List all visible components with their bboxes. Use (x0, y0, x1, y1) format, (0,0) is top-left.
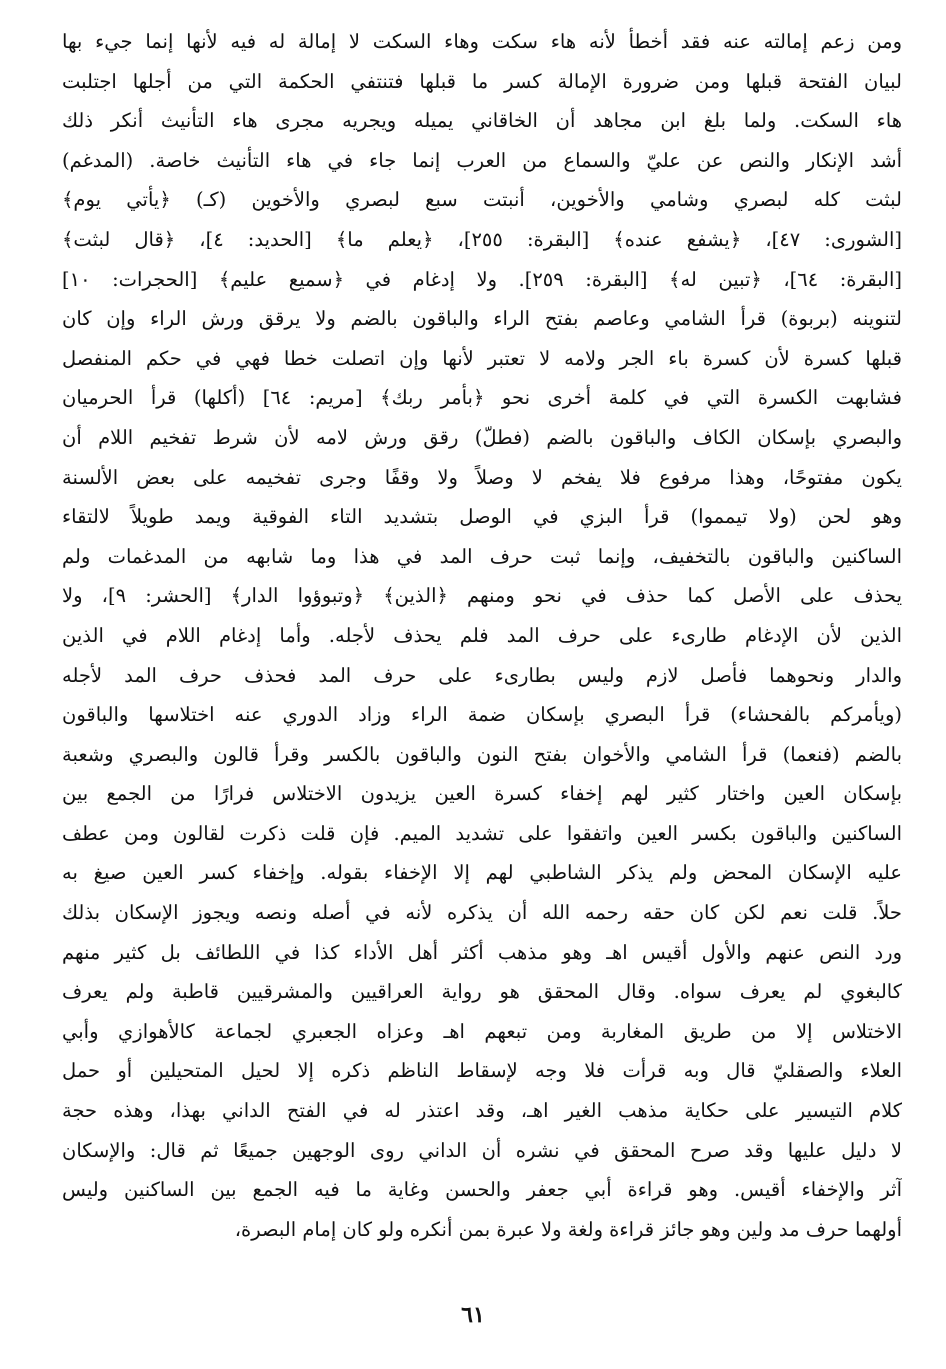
text-line-12: يكون مفتوحًا، وهذا مرفوع فلا يفخم لا وصلاً ولا وقفًا وجرى تفخيمه على بعض الألسنة (62, 465, 902, 489)
text-line-15: يحذف على الأصل كما حذف في نحو ومنهم ﴿الذين﴾ ﴿وتبوؤوا الدار﴾ [الحشر: ٩]، ولا (62, 584, 902, 608)
text-line-24: ورد النص عنهم والأول أقيس اهـ وهو مذهب أكثر أهل الأداء كذا في اللطائف بل كثير منهم (62, 940, 902, 964)
page-number: ٦١ (461, 1302, 485, 1328)
text-line-22: عليه الإسكان المحض ولم يذكر الشاطبي لهم إلا الإخفاء بقوله. وإخفاء كسر العين صيغ به (62, 861, 902, 885)
text-line-10: فشابهت الكسرة التي في كلمة أخرى نحو ﴿بأمر ربك﴾ [مريم: ٦٤] (أكلها) قرأ الحرميان (62, 386, 902, 410)
text-line-13: وهو لحن (ولا تيمموا) قرأ البزي في الوصل بتشديد التاء الفوقية ويمد طويلاً لالتقاء (62, 505, 902, 529)
text-line-4: أشد الإنكار والنص عن عليّ والسماع من العرب إنما جاء في هاء التأنيث خاصة. (المدغم) (62, 148, 902, 172)
text-line-9: قبلها كسرة لأن كسرة باء الجر ولامه لا تعتبر لأنها وإن اتصلت خطا فهي في حكم المنفصل (62, 346, 902, 370)
text-line-26: الاختلاس إلا من طريق المغاربة ومن تبعهم اهـ وعزاه الجعبري لجماعة كالأهوازي وأبي (62, 1019, 902, 1043)
text-line-28: كلام التيسير على حكاية مذهب الغير اهـ، وقد اعتذر له في الفتح الداني بهذا، وهذه حجة (62, 1099, 902, 1123)
text-line-23: حلاً. قلت نعم لكن كان حقه رحمه الله أن يذكره لأنه في أصله ونصه ويجوز الإسكان بذلك (62, 901, 902, 925)
text-line-1: ومن زعم إمالته عنه فقد أخطأ لأنه هاء سكت وهاء السكت لا إمالة له فيه لأنها إنما جيء بها (62, 30, 902, 53)
text-line-8: لتنوينه (بربوة) قرأ الشامي وعاصم بفتح الراء والباقون بالضم ولا يرقق ورش الراء وإن كان (62, 307, 902, 331)
text-line-25: كالبغوي لم يعرف سواه. وقال المحقق هو رواية العراقيين والمشرقيين قاطبة ولم يعرف (62, 980, 902, 1004)
text-line-20: بإسكان العين واختار كثير لهم إخفاء كسرة العين يزيدون الاختلاس فرارًا من الجمع بين (62, 782, 902, 806)
text-line-3: هاء السكت. ولما بلغ ابن مجاهد أن الخاقاني يميله ويجريه مجرى هاء التأنيث أنكر ذلك (62, 109, 902, 133)
text-line-14: الساكنين والباقون بالتخفيف، وإنما ثبت حرف المد في هذا وما شابهه من المدغمات ولم (62, 544, 902, 568)
text-line-11: والبصري بإسكان الكاف والباقون بالضم (فطلّ) رقق ورش لامه لأن شرط تفخيم اللام أن (62, 425, 902, 449)
text-line-30: آثر والإخفاء أقيس. وهو قراءة أبي جعفر والحسن وغاية ما فيه الجمع بين الساكنين وليس (62, 1178, 902, 1202)
text-line-18: (ويأمركم بالفحشاء) قرأ البصري بإسكان ضمة الراء وزاد الدوري عنه اختلاسها والباقون (62, 703, 902, 727)
text-line-27: العلاء والصقليّ قال وبه قرأت فلا وجه لإسقاط الناظم ذكره إلا لحيل المتحيلين أو حمل (62, 1059, 902, 1083)
text-line-5: لبثت كله لبصري وشامي والأخوين، أنبتت سبع لبصري والأخوين (كـ) ﴿يأتي يوم﴾ (62, 188, 902, 212)
page-body (62, 22, 902, 1249)
text-line-16: الذين لأن الإدغام طارىء على حرف المد فلم يحذف لأجله. وأما إدغام اللام في الذين (62, 623, 902, 647)
text-line-2: لبيان الفتحة قبلها ومن ضرورة الإمالة كسر ما قبلها فتنتفي الحكمة التي من أجلها اجتلبت (62, 69, 902, 93)
text-line-21: الساكنين والباقون بكسر العين واتفقوا على تشديد الميم. فإن قلت ذكرت لقالون ومن عطف (62, 821, 902, 845)
text-line-19: بالضم (فنعما) قرأ الشامي والأخوان بفتح النون والباقون بالكسر وقرأ قالون والبصري وشعبة (62, 742, 902, 766)
text-line-7: [البقرة: ٦٤]، ﴿تبين له﴾ [البقرة: ٢٥٩]. ولا إدغام في ﴿سميع عليم﴾ [الحجرات: ١٠] (62, 267, 902, 291)
text-line-17: والدار ونحوهما فأصل لازم وليس بطارىء على حرف المد فحذف حرف المد لأجله (62, 663, 902, 687)
text-line-31: أولهما حرف مد ولين وهو جائز قراءة ولغة ولا عبرة بمن أنكره ولو كان إمام البصرة، (234, 1217, 902, 1241)
text-line-29: لا دليل عليها وقد صرح المحقق في نشره أن الداني روى الوجهين جميعًا ثم قال: والإسكان (62, 1138, 902, 1162)
text-line-6: [الشورى: ٤٧]، ﴿يشفع عنده﴾ [البقرة: ٢٥٥]، ﴿يعلم ما﴾ [الحديد: ٤]، ﴿قال لبثت﴾ (62, 227, 902, 251)
